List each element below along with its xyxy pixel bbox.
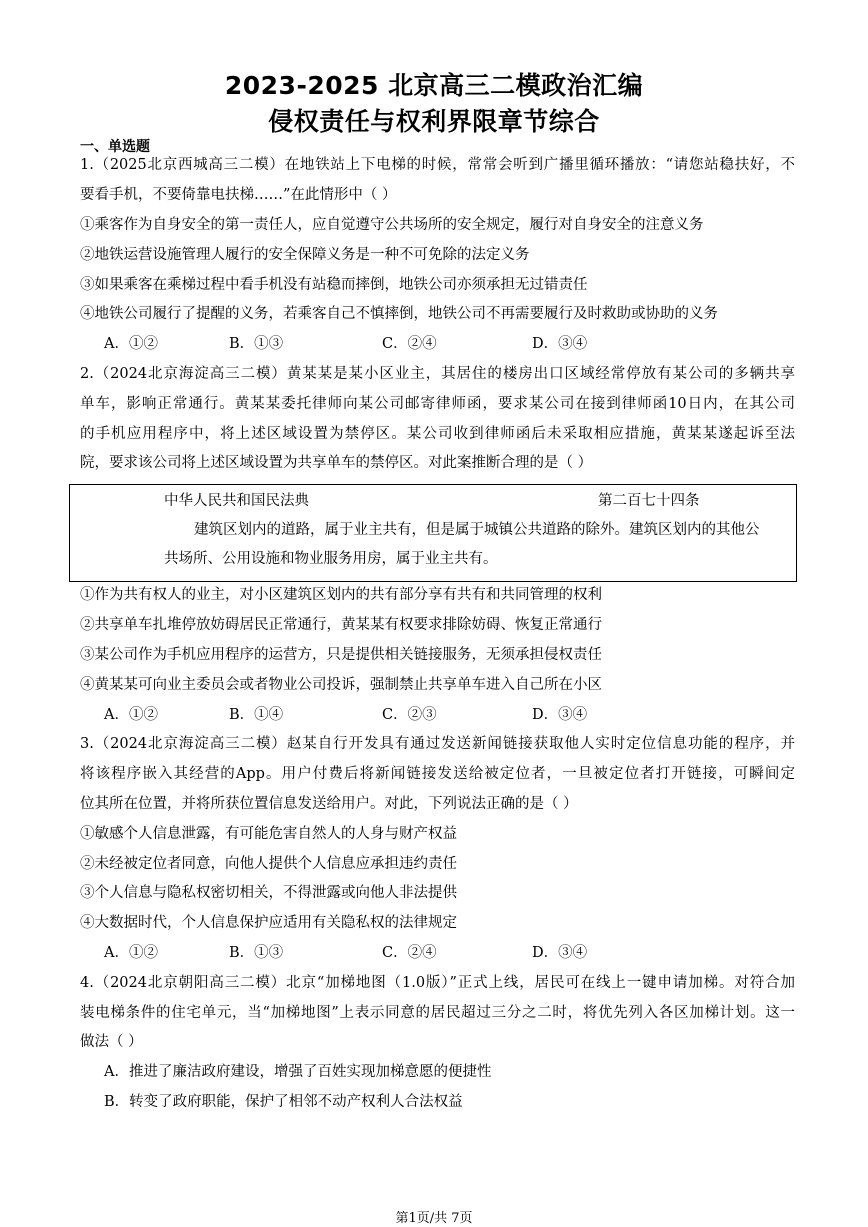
q2-statement-1: ①作为共有权人的业主，对小区建筑区划内的共有部分享有共有和共同管理的权利: [80, 587, 602, 603]
q1-option-a[interactable]: A．①②: [104, 336, 158, 352]
q3-stem-line3: 位其所在位置，并将所获位置信息发送给用户。对此，下列说法正确的是（ ）: [80, 796, 578, 812]
q2-statement-3: ③某公司作为手机应用程序的运营方，只是提供相关链接服务，无须承担侵权责任: [80, 647, 602, 663]
q2-option-a[interactable]: A．①②: [104, 707, 158, 723]
q3-statement-3: ③个人信息与隐私权密切相关，不得泄露或向他人非法提供: [80, 885, 457, 901]
q2-option-d[interactable]: D．③④: [532, 707, 588, 723]
q4-option-b[interactable]: B．转变了政府职能，保护了相邻不动产权利人合法权益: [104, 1094, 463, 1110]
q2-option-b[interactable]: B．①④: [229, 707, 284, 723]
q3-statement-1: ①敏感个人信息泄露，有可能危害自然人的人身与财产权益: [80, 826, 457, 842]
q2-statement-4: ④黄某某可向业主委员会或者物业公司投诉，强制禁止共享单车进入自己所在小区: [80, 677, 602, 693]
q3-statement-4: ④大数据时代，个人信息保护应适用有关隐私权的法律规定: [80, 915, 457, 931]
q2-option-c[interactable]: C．②③: [382, 707, 437, 723]
q4-stem-line2: 装电梯条件的住宅单元，当“加梯地图”上表示同意的居民超过三分之二时，将优先列入各区加梯计划。这一: [80, 1005, 795, 1021]
q1-statement-2: ②地铁运营设施管理人履行的安全保障义务是一种不可免除的法定义务: [80, 247, 530, 263]
law-name: 中华人民共和国民法典: [164, 493, 309, 509]
law-excerpt-box: [69, 484, 797, 582]
law-article-number: 第二百七十四条: [598, 493, 700, 509]
q2-stem-line2: 单车，影响正常通行。黄某某委托律师向某公司邮寄律师函，要求某公司在接到律师函10日内，在其公司: [80, 396, 795, 412]
document-title-line2: 侵权责任与权利界限章节综合: [268, 107, 600, 136]
q4-stem-line3: 做法（ ）: [80, 1034, 143, 1050]
q4-option-a[interactable]: A．推进了廉洁政府建设，增强了百姓实现加梯意愿的便捷性: [104, 1064, 492, 1080]
q3-statement-2: ②未经被定位者同意，向他人提供个人信息应承担违约责任: [80, 856, 457, 872]
q1-statement-4: ④地铁公司履行了提醒的义务，若乘客自己不慎摔倒，地铁公司不再需要履行及时救助或协助的义务: [80, 306, 718, 322]
q1-statement-3: ③如果乘客在乘梯过程中看手机没有站稳而摔倒，地铁公司亦须承担无过错责任: [80, 277, 588, 293]
q3-stem-line1: 3.（2024北京海淀高三二模）赵某自行开发具有通过发送新闻链接获取他人实时定位信息功能的程序，并: [80, 736, 795, 752]
q3-option-c[interactable]: C．②④: [382, 945, 437, 961]
q3-option-a[interactable]: A．①②: [104, 945, 158, 961]
q1-stem-line1: 1.（2025北京西城高三二模）在地铁站上下电梯的时候，常常会听到广播里循环播放：“请您站稳扶好，不: [80, 157, 795, 173]
q2-stem-line4: 院，要求该公司将上述区域设置为共享单车的禁停区。对此案推断合理的是（ ）: [80, 455, 593, 471]
document-title-line1: 2023-2025 北京高三二模政治汇编: [224, 71, 644, 100]
law-text-line2: 共场所、公用设施和物业服务用房，属于业主共有。: [164, 551, 498, 567]
q1-option-c[interactable]: C．②④: [382, 336, 437, 352]
q1-statement-1: ①乘客作为自身安全的第一责任人，应自觉遵守公共场所的安全规定，履行对自身安全的注意义务: [80, 217, 704, 233]
page-number-footer: 第1页/共 7页: [395, 1211, 473, 1226]
q4-stem-line1: 4.（2024北京朝阳高三二模）北京“加梯地图（1.0版）”正式上线，居民可在线上一键申请加梯。对符合加: [80, 975, 795, 991]
q1-option-b[interactable]: B．①③: [229, 336, 284, 352]
q3-option-b[interactable]: B．①③: [229, 945, 284, 961]
q2-stem-line1: 2.（2024北京海淀高三二模）黄某某是某小区业主，其居住的楼房出口区域经常停放有某公司的多辆共享: [80, 366, 795, 382]
law-text-line1: 建筑区划内的道路，属于业主共有，但是属于城镇公共道路的除外。建筑区划内的其他公: [194, 522, 760, 538]
q3-stem-line2: 将该程序嵌入其经营的App。用户付费后将新闻链接发送给被定位者，一旦被定位者打开链接，可瞬间定: [80, 766, 795, 782]
q1-stem-line2: 要看手机，不要倚靠电扶梯……”在此情形中（ ）: [80, 187, 397, 203]
q1-option-d[interactable]: D．③④: [532, 336, 588, 352]
q2-stem-line3: 的手机应用程序中，将上述区域设置为禁停区。某公司收到律师函后未采取相应措施，黄某某遂起诉至法: [80, 426, 795, 442]
q2-statement-2: ②共享单车扎堆停放妨碍居民正常通行，黄某某有权要求排除妨碍、恢复正常通行: [80, 617, 602, 633]
q3-option-d[interactable]: D．③④: [532, 945, 588, 961]
section-heading: 一、单选题: [80, 139, 150, 155]
